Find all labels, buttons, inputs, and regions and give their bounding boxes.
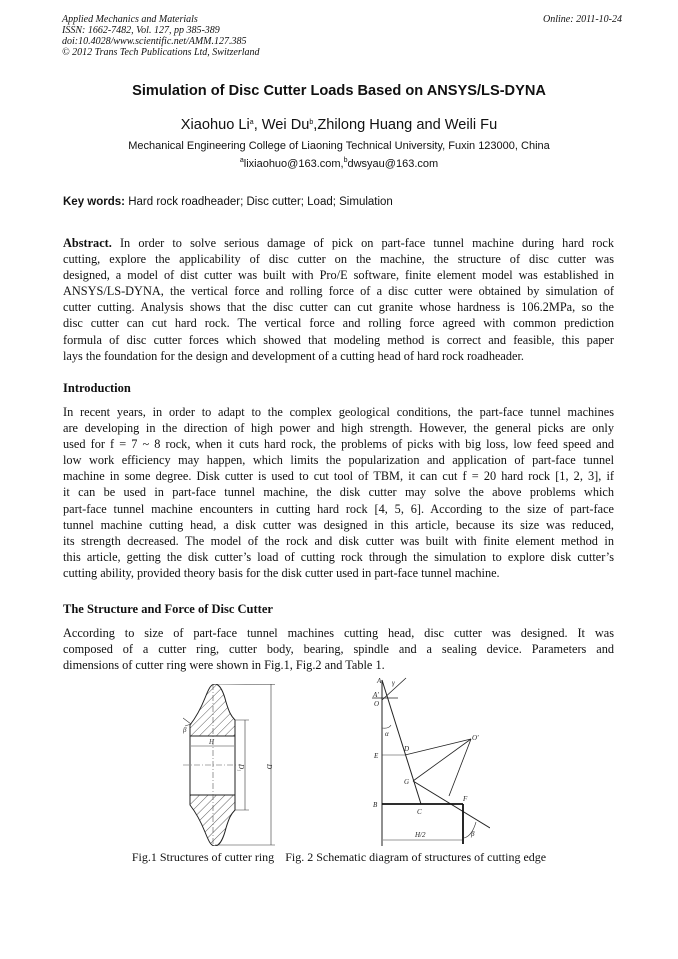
svg-text:D: D (404, 745, 410, 753)
email-list (0, 158, 678, 170)
abstract-line: formula of disc cutter forces which showed that modeling method is correct and feasible, this paper (63, 332, 614, 347)
abstract-line: cutting, explore the applicability of disc cutter on the machine, the structure of disc cutter was (63, 252, 614, 267)
svg-text:B: B (373, 801, 378, 809)
author-affil-mark: a (249, 119, 254, 126)
author-name: Xiaohuo Li (180, 117, 250, 133)
body-line: used for f = 7 ~ 8 rock, when it cuts hard rock, the problems of picks with big loss, low feed speed and (63, 437, 614, 452)
author-affil-mark: b (309, 119, 314, 126)
abstract-line: cutter cutting. Analysis shows that the disc cutter can cut granite whose hardness is 106.2MPa, so the (63, 300, 614, 315)
body-line: are developing in the direction of high power and high strength. However, the general picks are only (63, 421, 614, 436)
figure-2-cutting-edge (360, 676, 490, 848)
paper-title: Simulation of Disc Cutter Loads Based on ANSYS/LS-DYNA (132, 83, 546, 99)
email-link[interactable]: dwsyau@163.com (347, 158, 439, 170)
author-name: Wei Du (261, 117, 310, 133)
svg-text:O: O (374, 700, 380, 708)
body-line: composed of a cutter ring, cutter body, bearing, spindle and a sealing device. Parameters and (63, 642, 614, 657)
issn-line: ISSN: 1662-7482, Vol. 127, pp 385-389 (62, 25, 220, 36)
figure-1-caption: Fig.1 Structures of cutter ring (131, 850, 275, 864)
svg-text:D: D (265, 764, 273, 770)
abstract-line: disc cutter can cut hard rock. The vertical force and rolling force agreed with common prediction (63, 316, 614, 331)
journal-name: Applied Mechanics and Materials (62, 14, 198, 25)
body-line: part-face tunnel machine encounters in cutting hard rock [4, 5, 6]. According to the size of part-face (63, 501, 614, 516)
author-name: Zhilong Huang and Weili Fu (317, 117, 498, 133)
keywords (63, 196, 393, 208)
svg-text:γ: γ (392, 679, 395, 687)
keywords-label: Key words: (63, 196, 125, 208)
body-line: it can be used in part-face tunnel machine, the disk cutter may solve the above problems which (63, 485, 614, 500)
svg-text:E: E (374, 752, 379, 760)
abstract-line: ANSYS/LS-DYNA, the vertical force and rolling force of a disc cutter were obtained by simulation of (63, 284, 614, 299)
body-line: this article, getting the disk cutter’s load of cutting rock through the simulation to explore disk cutter’s (63, 549, 614, 564)
author-list: Xiaohuo Li$^a$, Wei Du$^b$,Zhilong Huang and Weili Fu (180, 117, 498, 133)
journal-header (62, 14, 260, 58)
svg-text:α: α (385, 730, 389, 738)
abstract-line: Abstract. In order to solve serious damage of pick on part-face tunnel machine during hard rock (63, 236, 614, 250)
email-mark: b (343, 157, 348, 164)
section-heading-structure: The Structure and Force of Disc Cutter (63, 602, 273, 616)
body-line: low work efficiency may happen, which limits the popularization and application of part-face tunnel (63, 453, 614, 468)
body-line: In recent years, in order to adapt to the complex geological conditions, the part-face tunnel machines (63, 405, 614, 419)
body-line: According to size of part-face tunnel machines cutting head, disc cutter was designed. It was (63, 626, 614, 640)
online-date: Online: 2011-10-24 (543, 14, 622, 25)
label-H: H (209, 738, 215, 746)
abstract-line: lays the foundation for the design and development of a cutting head of hard rock roadheader. (63, 348, 524, 363)
body-line: dimensions of cutter ring were shown in Fig.1, Fig.2 and Table 1. (63, 658, 385, 673)
body-line: tunnel machine cutting head, a disk cutter was designed in this article, because its size was reduced, (63, 517, 614, 532)
svg-text:β: β (183, 726, 187, 734)
svg-text:O': O' (472, 734, 479, 742)
abstract (63, 235, 614, 364)
email-link[interactable]: lixiaohuo@163.com, (243, 158, 344, 170)
doi-line: doi:10.4028/www.scientific.net/AMM.127.385 (62, 36, 247, 47)
svg-text:D₁: D₁ (237, 764, 245, 772)
figure-captions (0, 850, 678, 865)
keywords-text: Hard rock roadheader; Disc cutter; Load; Simulation (128, 196, 393, 208)
section-heading-introduction: Introduction (63, 381, 131, 395)
svg-text:A': A' (373, 691, 379, 699)
svg-text:F: F (463, 795, 468, 803)
structure-body (63, 625, 614, 673)
abstract-line: designed, a model of dist cutter was built with Pro/E software, finite element model was established in (63, 268, 614, 283)
svg-text:C: C (417, 808, 422, 816)
svg-text:H/2: H/2 (415, 831, 426, 839)
svg-text:β: β (471, 830, 475, 838)
figure-2-caption: Fig. 2 Schematic diagram of structures of cutting edge (285, 850, 547, 864)
figure-1-cutter-ring (183, 684, 293, 846)
abstract-label: Abstract. (63, 236, 112, 250)
copyright-line: © 2012 Trans Tech Publications Ltd, Switzerland (62, 47, 260, 58)
introduction-body (63, 404, 614, 581)
svg-text:G: G (404, 778, 410, 786)
affiliation: Mechanical Engineering College of Liaoning Technical University, Fuxin 123000, China (128, 140, 550, 152)
body-line: machine in some degree. Disk cutter is used to cut tool of TBM, it can cut f = 20 hard rock [1, 2, 3], if (63, 469, 614, 484)
svg-text:A: A (377, 677, 382, 685)
body-line: cutting ability, provided theory basis for the disk cutter used in part-face tunnel machine. (63, 565, 500, 580)
body-line: its strength decreased. The model of the rock and disk cutter was built with finite element method in (63, 533, 614, 548)
email-mark: a (239, 157, 244, 164)
